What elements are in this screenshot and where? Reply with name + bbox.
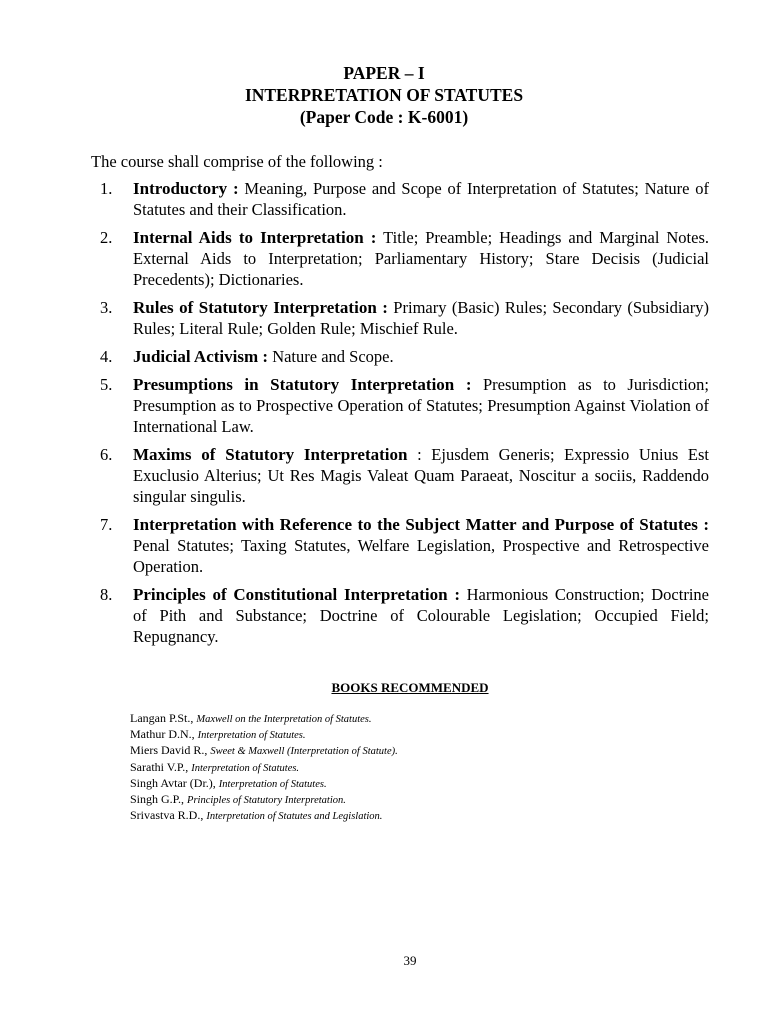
book-author: Sarathi V.P., [130,759,192,774]
item-text: Penal Statutes; Taxing Statutes, Welfare Legislation, Prospective and Retrospective Operation. [133,536,709,576]
course-intro: The course shall comprise of the following : [91,152,383,171]
list-item [100,346,709,367]
item-number: 4. [100,347,113,366]
book-title: Principles of Statutory Interpretation. [187,795,346,807]
item-text: Meaning, Purpose and Scope of Interpretation of Statutes; Nature of Statutes and their Classification. [133,179,709,219]
item-number: 3. [100,298,113,317]
course-topics-list [100,178,709,654]
book-author: Singh G.P., [130,792,188,807]
item-number: 7. [100,515,113,534]
item-heading: Presumptions in Statutory Interpretation : [133,375,472,394]
list-item [100,297,709,339]
item-number: 8. [100,585,113,604]
paper-title: INTERPRETATION OF STATUTES [244,85,524,105]
item-number: 6. [100,445,113,464]
book-title: Interpretation of Statutes. [218,778,327,790]
book-author: Singh Avtar (Dr.), [130,775,219,790]
book-title: Sweet & Maxwell (Interpretation of Statute). [210,746,398,758]
list-item [100,514,709,577]
book-title: Interpretation of Statutes and Legislation. [206,811,383,823]
item-text: Primary (Basic) Rules; Secondary (Subsidiary) Rules; Literal Rule; Golden Rule; Mischief Rule. [133,298,709,338]
book-entry [130,760,398,776]
item-heading: Judicial Activism : [133,347,269,366]
book-title: Interpretation of Statutes. [191,762,300,774]
item-text: Title; Preamble; Headings and Marginal Notes. External Aids to Interpretation; Parliamentary History; Stare Decisis (Judicial Precedents); Dictionaries. [133,228,710,289]
item-heading: Rules of Statutory Interpretation : [133,298,388,317]
page-number: 39 [403,953,417,968]
paper-header [0,62,768,128]
item-heading: Introductory : [133,179,239,198]
paper-number: PAPER – I [343,63,425,83]
book-author: Miers David R., [130,743,211,758]
paper-code: (Paper Code : K-6001) [299,107,469,127]
item-text: Harmonious Construction; Doctrine of Pith and Substance; Doctrine of Colourable Legislation; Occupied Field; Repugnancy. [133,585,709,646]
book-entry [130,792,398,808]
list-item [100,584,709,647]
books-list [130,711,398,824]
list-item [100,374,709,437]
book-entry [130,727,398,743]
book-entry [130,743,398,759]
item-text: : Ejusdem Generis; Expressio Unius Est Exuclusio Alterius; Ut Res Magis Valeat Quam Paraeat, Noscitur a sociis, Raddendo singular singulis. [133,445,709,506]
item-text: Nature and Scope. [268,347,394,366]
item-heading: Interpretation with Reference to the Subject Matter and Purpose of Statutes : [133,515,709,534]
book-title: Maxwell on the Interpretation of Statutes. [196,714,372,725]
book-author: Langan P.St., [130,711,197,725]
book-author: Srivastva R.D., [130,808,207,823]
item-number: 5. [100,375,113,394]
item-heading: Principles of Constitutional Interpretation : [133,585,460,604]
book-entry [130,711,398,727]
list-item [100,227,709,290]
book-title: Interpretation of Statutes. [197,730,306,742]
book-author: Mathur D.N., [130,727,198,742]
item-text: Presumption as to Jurisdiction; Presumption as to Prospective Operation of Statutes; Presumption Against Violation of International Law. [133,375,709,436]
list-item [100,444,709,507]
item-heading: Internal Aids to Interpretation : [133,228,377,247]
list-item [100,178,709,220]
books-recommended-heading: BOOKS RECOMMENDED [331,680,489,695]
item-heading: Maxims of Statutory Interpretation [133,445,408,464]
item-number: 1. [100,179,113,198]
book-entry [130,808,398,824]
item-number: 2. [100,228,113,247]
book-entry [130,776,398,792]
